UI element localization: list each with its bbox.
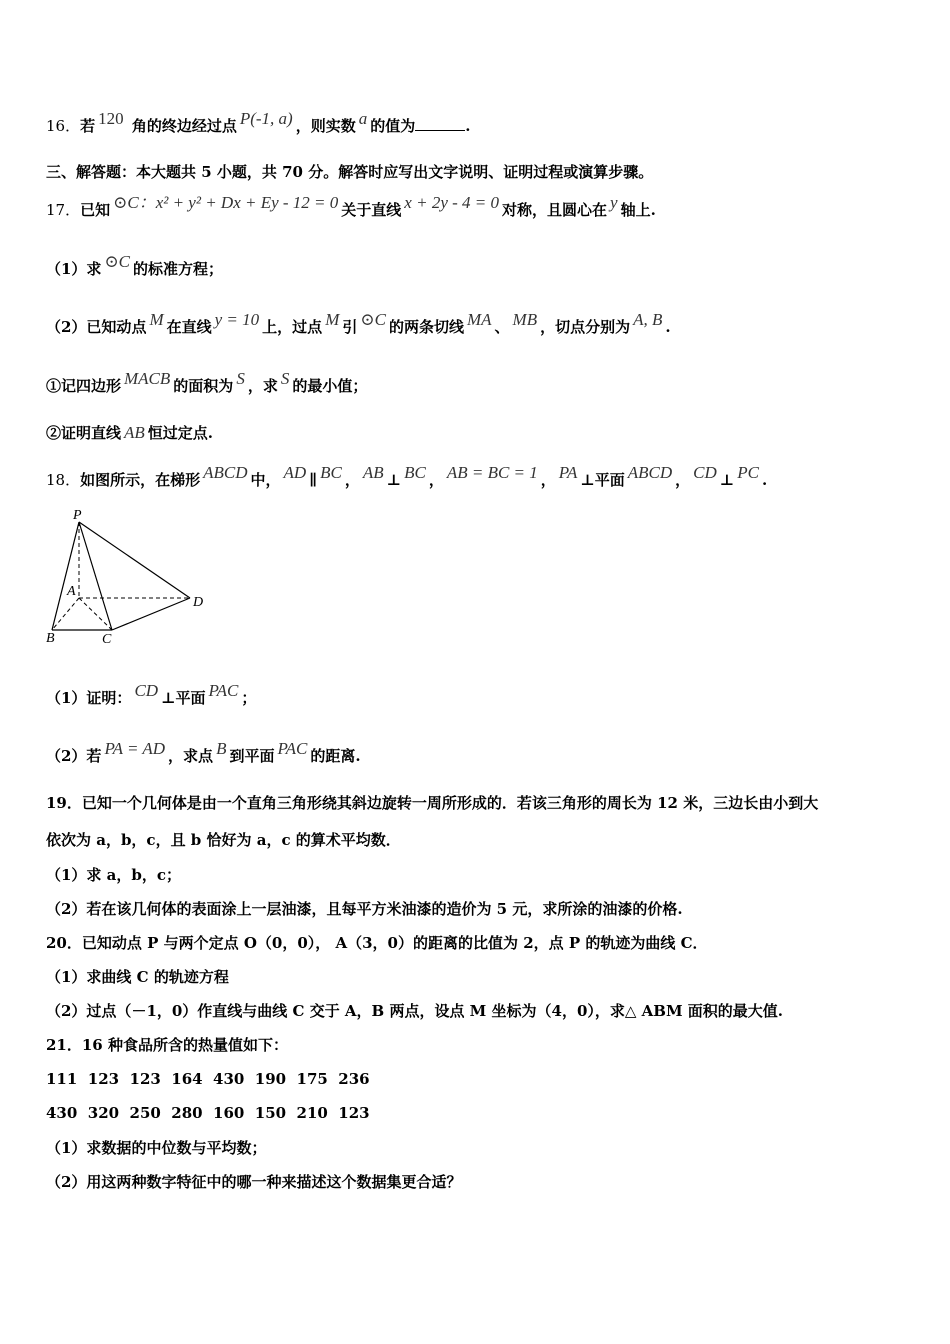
q17-number: 17．: [46, 201, 81, 219]
q17-stem: 17．已知 ⊙C：x² + y² + Dx + Ey - 12 = 0 关于直线 x + 2y - 4 = 0 对称，且圆心在 y 轴上.: [46, 193, 656, 219]
q21-data-row2: 430 320 250 280 160 150 210 123: [46, 1104, 370, 1122]
label-d: D: [193, 595, 204, 610]
pyramid-figure: [40, 508, 220, 648]
q18-part2: （2）若 PA = AD ，求点 B 到平面 PAC 的距离.: [46, 739, 361, 765]
q21-part2: （2）用这两种数字特征中的哪一种来描述这个数据集更合适？: [46, 1173, 462, 1191]
q16-number: 16．: [46, 117, 81, 135]
edge-pb: [52, 522, 79, 630]
q20-part2: （2）过点（－1，0）作直线与曲线 C 交于 A，B 两点，设点 M 坐标为（4，0），求△ ABM 面积的最大值.: [46, 1002, 784, 1020]
q19-line2: 依次为 a，b，c，且 b 恰好为 a，c 的算术平均数．: [46, 831, 401, 849]
q19-part1: （1）求 a，b，c；: [46, 866, 182, 884]
q17-subpart1: ①记四边形 MACB 的面积为 S ，求 S 的最小值；: [46, 369, 368, 395]
q17-part2: （2）已知动点 M 在直线 y = 10 上，过点 M 引 ⊙C 的两条切线 MA 、 MB ，切点分别为 A, B .: [46, 310, 671, 336]
label-b: B: [46, 631, 55, 646]
q18-number: 18．: [46, 471, 81, 489]
q17-part1: （1）求 ⊙C 的标准方程；: [46, 252, 224, 278]
q19-line1: 19．已知一个几何体是由一个直角三角形绕其斜边旋转一周所形成的．若该三角形的周长为 12 米，三边长由小到大: [46, 794, 819, 812]
q19-part2: （2）若在该几何体的表面涂上一层油漆，且每平方米油漆的造价为 5 元，求所涂的油漆的价格.: [46, 900, 683, 918]
q20-line1: 20．已知动点 P 与两个定点 O（0，0）， A（3，0）的距离的比值为 2，点 P 的轨迹为曲线 C．: [46, 934, 708, 952]
edge-cd: [112, 598, 190, 630]
answer-blank[interactable]: [415, 116, 465, 131]
q21-part1: （1）求数据的中位数与平均数；: [46, 1139, 267, 1157]
edge-pd: [79, 522, 190, 598]
q20-part1: （1）求曲线 C 的轨迹方程: [46, 968, 229, 986]
q18-stem: 18．如图所示，在梯形 ABCD 中， AD ∥ BC ， AB ⊥ BC ， AB = BC = 1 ， PA ⊥平面 ABCD ， CD ⊥ PC .: [46, 463, 768, 489]
q21-data-row1: 111 123 123 164 430 190 175 236: [46, 1070, 370, 1088]
section-heading: 三、解答题：本大题共 5 小题，共 70 分。解答时应写出文字说明、证明过程或演算步骤。: [46, 163, 654, 181]
q16-line: 16．若 120 角的终边经过点 P(-1, a) ，则实数 a 的值为 .: [46, 109, 471, 135]
label-p: P: [73, 508, 82, 523]
q18-part1: （1）证明： CD ⊥平面 PAC ；: [46, 681, 257, 707]
q21-line1: 21．16 种食品所含的热量值如下：: [46, 1036, 288, 1054]
label-a: A: [67, 584, 76, 599]
q17-subpart2: ②证明直线 AB 恒过定点.: [46, 423, 214, 442]
label-c: C: [102, 632, 112, 647]
